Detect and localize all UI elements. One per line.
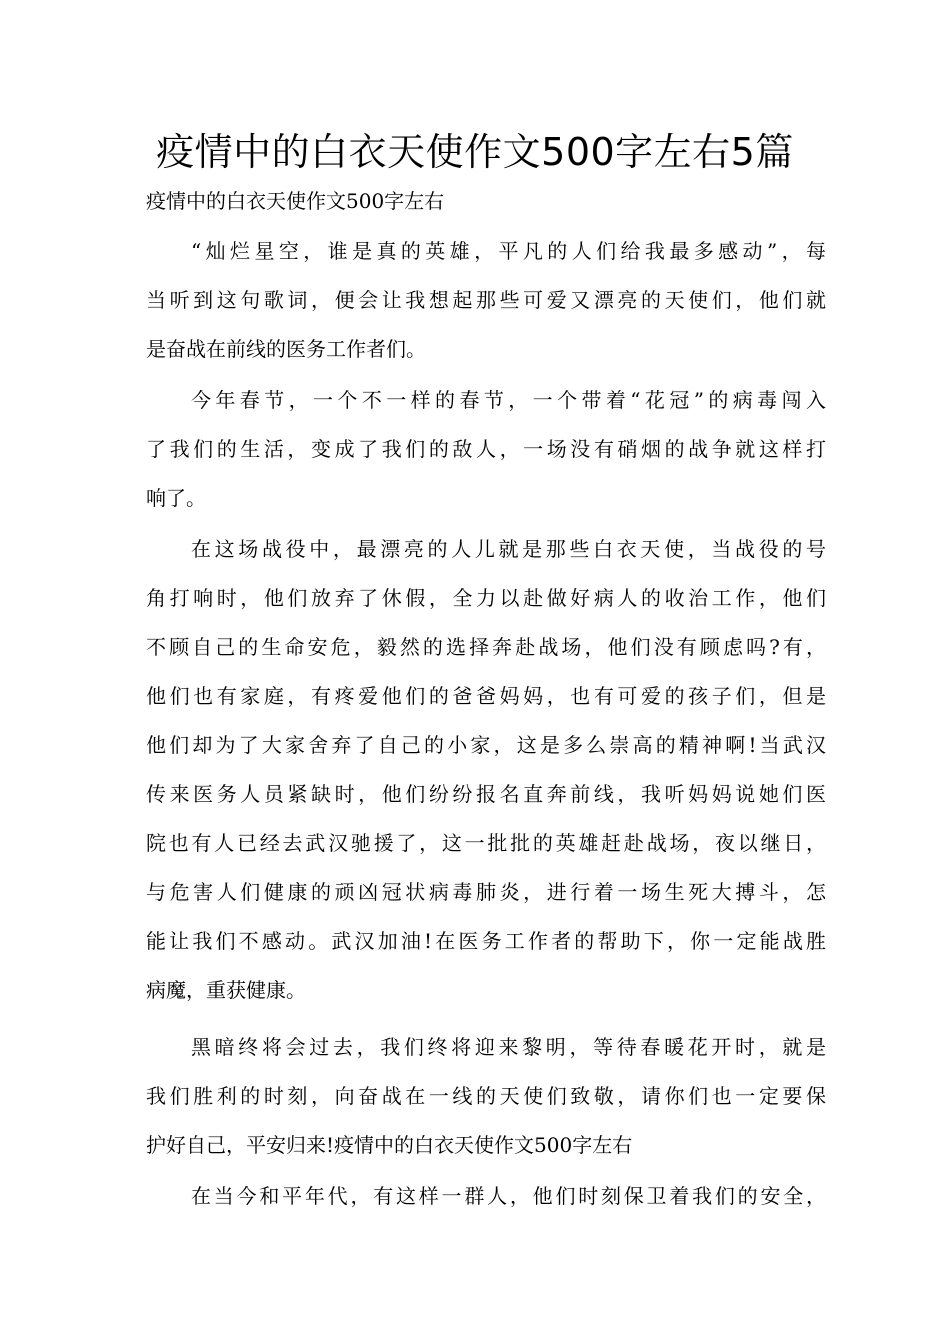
paragraph-line: 角打响时，他们放弃了休假，全力以赴做好病人的收治工作，他们 bbox=[146, 586, 826, 610]
paragraph-line: 他们也有家庭，有疼爱他们的爸爸妈妈，也有可爱的孩子们，但是 bbox=[146, 684, 826, 708]
paragraph-4 bbox=[146, 1023, 826, 1170]
paragraph-line: 我们胜利的时刻，向奋战在一线的天使们致敬，请你们也一定要保 bbox=[146, 1084, 826, 1108]
paragraph-line: 与危害人们健康的顽凶冠状病毒肺炎，进行着一场生死大搏斗，怎 bbox=[146, 880, 826, 904]
paragraph-line: 病魔，重获健康。 bbox=[146, 978, 306, 1002]
paragraph-line: 护好自己，平安归来!疫情中的白衣天使作文500字左右 bbox=[146, 1133, 633, 1157]
paragraph-line: “灿烂星空，谁是真的英雄，平凡的人们给我最多感动”，每 bbox=[191, 239, 826, 263]
paragraph-3 bbox=[146, 525, 826, 1015]
paragraph-2 bbox=[146, 376, 826, 523]
paragraph-line: 传来医务人员紧缺时，他们纷纷报名直奔前线，我听妈妈说她们医 bbox=[146, 782, 826, 806]
paragraph-line: 在这场战役中，最漂亮的人儿就是那些白衣天使，当战役的号 bbox=[191, 537, 826, 561]
paragraph-line: 他们却为了大家舍弃了自己的小家，这是多么崇高的精神啊!当武汉 bbox=[146, 733, 826, 757]
paragraph-5 bbox=[146, 1172, 826, 1221]
document-subtitle: 疫情中的白衣天使作文500字左右 bbox=[146, 189, 445, 213]
paragraph-line: 是奋战在前线的医务工作者们。 bbox=[146, 337, 426, 361]
document-title: 疫情中的白衣天使作文500字左右5篇 bbox=[156, 130, 794, 174]
paragraph-line: 黑暗终将会过去，我们终将迎来黎明，等待春暖花开时，就是 bbox=[191, 1035, 826, 1059]
paragraph-line: 当听到这句歌词，便会让我想起那些可爱又漂亮的天使们，他们就 bbox=[146, 288, 826, 312]
paragraph-line: 能让我们不感动。武汉加油!在医务工作者的帮助下，你一定能战胜 bbox=[146, 929, 826, 953]
paragraph-line: 今年春节，一个不一样的春节，一个带着“花冠”的病毒闯入 bbox=[191, 388, 826, 412]
paragraph-line: 在当今和平年代，有这样一群人，他们时刻保卫着我们的安全， bbox=[191, 1184, 826, 1208]
paragraph-line: 院也有人已经去武汉驰援了，这一批批的英雄赶赴战场，夜以继日， bbox=[146, 831, 826, 855]
paragraph-1 bbox=[146, 227, 826, 374]
paragraph-line: 了我们的生活，变成了我们的敌人，一场没有硝烟的战争就这样打 bbox=[146, 437, 826, 461]
paragraph-line: 不顾自己的生命安危，毅然的选择奔赴战场，他们没有顾虑吗?有， bbox=[146, 635, 826, 659]
paragraph-line: 响了。 bbox=[146, 486, 206, 510]
